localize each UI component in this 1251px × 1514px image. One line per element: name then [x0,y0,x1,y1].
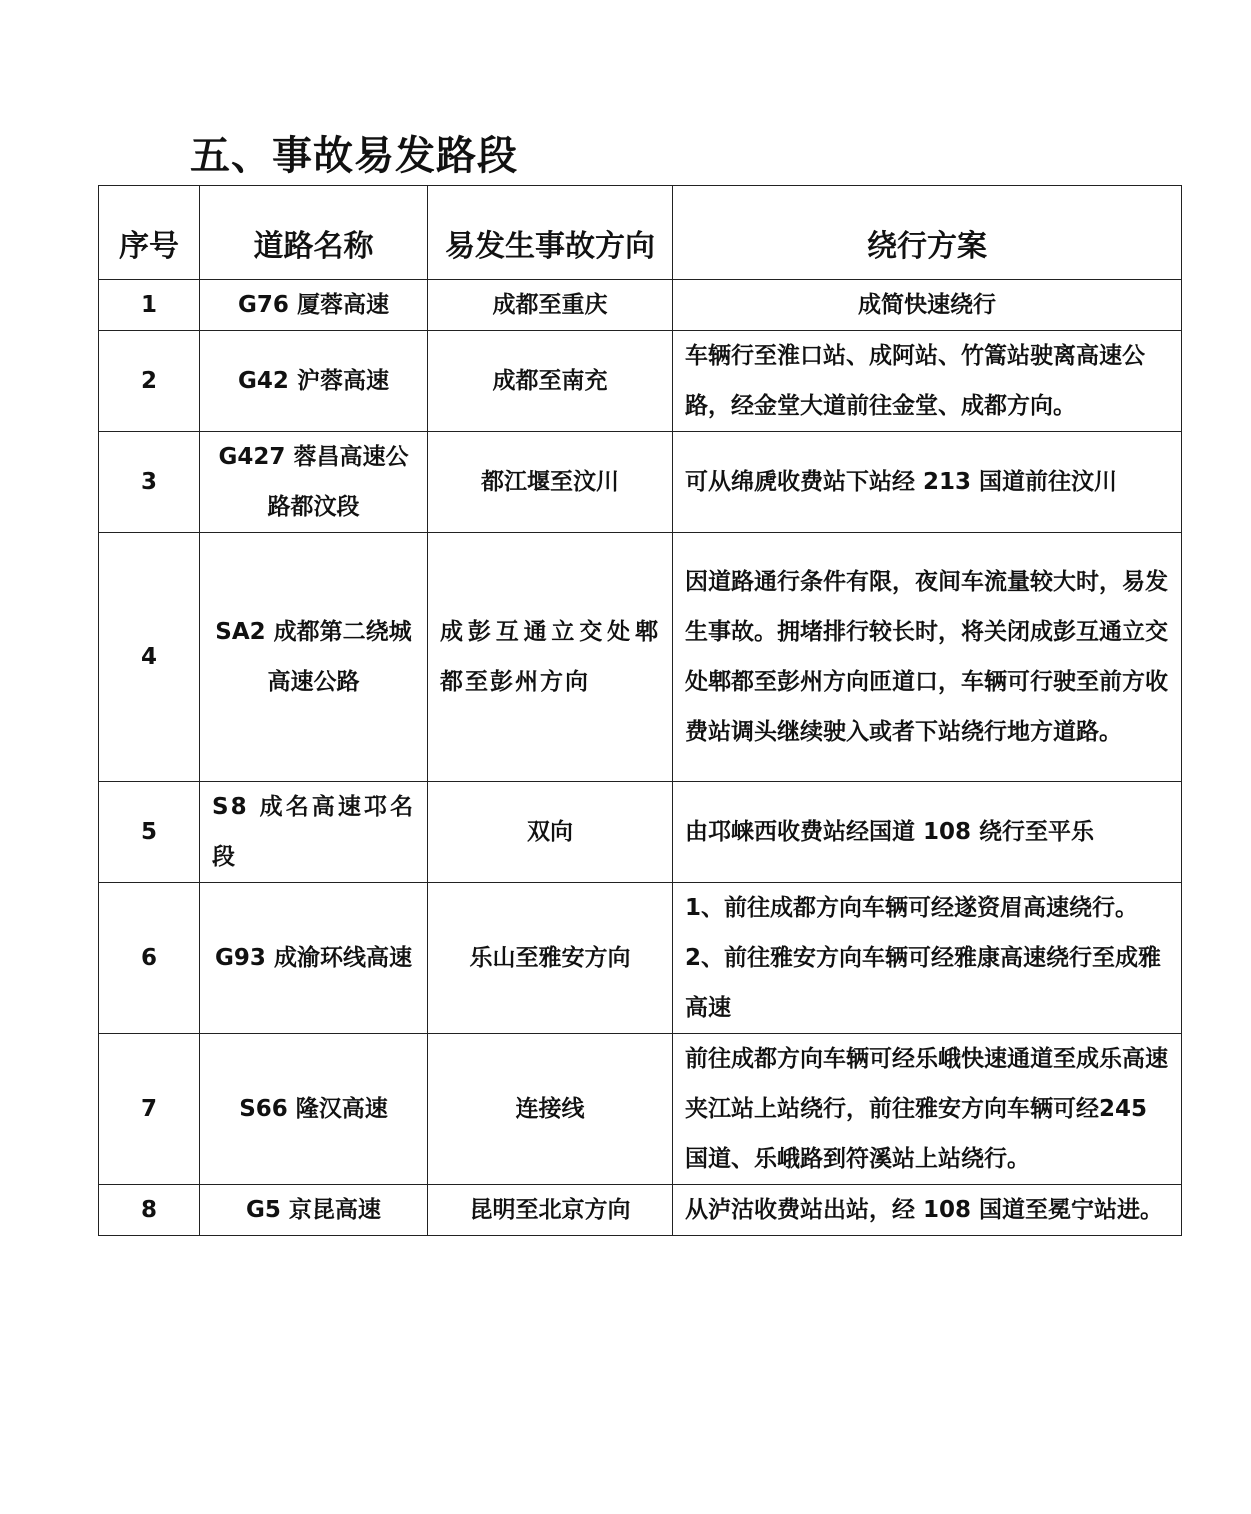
row-index: 7 [99,1034,200,1185]
row-road-name: G5 京昆高速 [200,1185,428,1236]
table-header-row [99,186,1182,280]
row-index: 3 [99,432,200,533]
row-index: 2 [99,331,200,432]
row-road-name: S8 成名高速邛名段 [200,782,428,883]
row-direction: 双向 [428,782,673,883]
table-row [99,280,1182,331]
header-detour-plan: 绕行方案 [673,186,1182,280]
row-index: 5 [99,782,200,883]
row-detour-plan: 因道路通行条件有限，夜间车流量较大时，易发生事故。拥堵排行较长时，将关闭成彭互通立交处郫都至彭州方向匝道口，车辆可行驶至前方收费站调头继续驶入或者下站绕行地方道路。 [673,533,1182,782]
row-road-name: G76 厦蓉高速 [200,280,428,331]
row-road-name: G427 蓉昌高速公路都汶段 [200,432,428,533]
row-direction: 成都至南充 [428,331,673,432]
row-index: 4 [99,533,200,782]
row-direction: 都江堰至汶川 [428,432,673,533]
row-road-name: G93 成渝环线高速 [200,883,428,1034]
table-row [99,533,1182,782]
table-row [99,782,1182,883]
row-detour-plan: 可从绵虒收费站下站经 213 国道前往汶川 [673,432,1182,533]
row-road-name: G42 沪蓉高速 [200,331,428,432]
accident-road-table [98,185,1182,1236]
table-row [99,331,1182,432]
row-direction: 成彭互通立交处郫都至彭州方向 [428,533,673,782]
row-detour-plan: 1、前往成都方向车辆可经遂资眉高速绕行。2、前往雅安方向车辆可经雅康高速绕行至成雅高速 [673,883,1182,1034]
row-detour-plan: 车辆行至淮口站、成阿站、竹篙站驶离高速公路，经金堂大道前往金堂、成都方向。 [673,331,1182,432]
row-road-name: S66 隆汉高速 [200,1034,428,1185]
header-road-name: 道路名称 [200,186,428,280]
row-direction: 连接线 [428,1034,673,1185]
row-detour-plan: 成简快速绕行 [673,280,1182,331]
row-direction: 成都至重庆 [428,280,673,331]
row-index: 1 [99,280,200,331]
table-row [99,432,1182,533]
table-row [99,1034,1182,1185]
row-index: 8 [99,1185,200,1236]
row-direction: 昆明至北京方向 [428,1185,673,1236]
header-accident-direction: 易发生事故方向 [428,186,673,280]
row-road-name: SA2 成都第二绕城高速公路 [200,533,428,782]
row-detour-plan: 前往成都方向车辆可经乐峨快速通道至成乐高速夹江站上站绕行，前往雅安方向车辆可经245 国道、乐峨路到符溪站上站绕行。 [673,1034,1182,1185]
table-row [99,883,1182,1034]
row-detour-plan: 从泸沽收费站出站，经 108 国道至冕宁站进。 [673,1185,1182,1236]
row-detour-plan: 由邛崃西收费站经国道 108 绕行至平乐 [673,782,1182,883]
row-index: 6 [99,883,200,1034]
table-row [99,1185,1182,1236]
row-direction: 乐山至雅安方向 [428,883,673,1034]
header-index: 序号 [99,186,200,280]
page-title: 五、事故易发路段 [190,133,518,179]
